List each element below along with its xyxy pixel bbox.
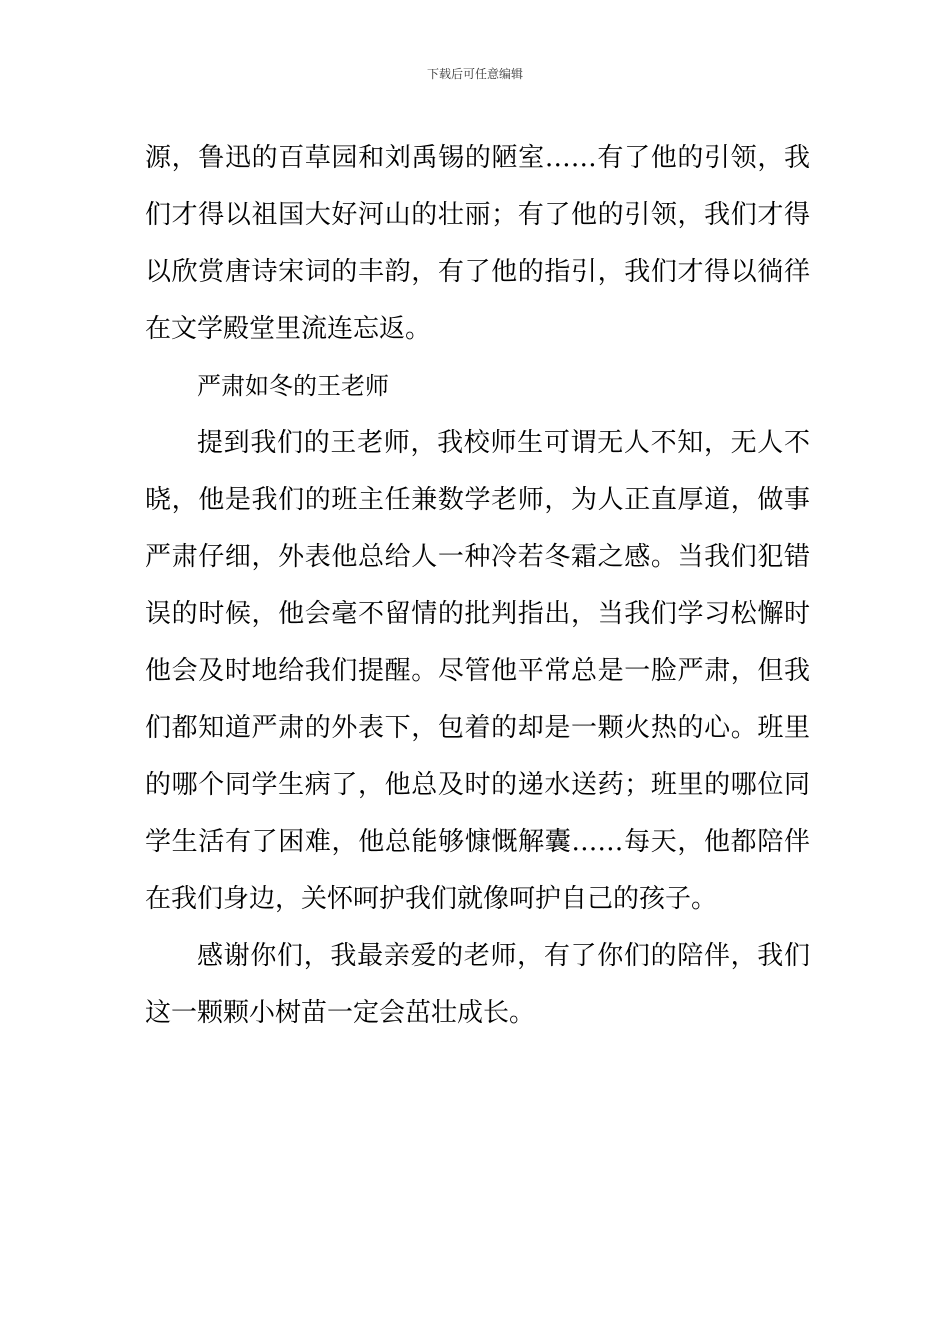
page-header: 下载后可任意编辑 [426, 67, 523, 81]
text-line: 感谢你们，我最亲爱的老师，有了你们的陪伴，我们 [197, 941, 810, 971]
text-line: 们都知道严肃的外表下，包着的却是一颗火热的心。班里 [145, 713, 810, 743]
section-heading: 严肃如冬的王老师 [197, 372, 389, 400]
text-line: 晓，他是我们的班主任兼数学老师，为人正直厚道，做事 [145, 485, 810, 515]
text-line: 在文学殿堂里流连忘返。 [145, 314, 432, 344]
document-body [145, 130, 810, 1042]
text-line: 这一颗颗小树苗一定会茁壮成长。 [145, 998, 536, 1028]
text-line: 们才得以祖国大好河山的壮丽；有了他的引领，我们才得 [145, 200, 810, 230]
text-line: 提到我们的王老师，我校师生可谓无人不知，无人不 [197, 428, 810, 458]
text-line: 学生活有了困难，他总能够慷慨解囊……每天，他都陪伴 [145, 827, 810, 857]
text-line: 误的时候，他会毫不留情的批判指出，当我们学习松懈时 [145, 599, 810, 629]
text-line: 的哪个同学生病了，他总及时的递水送药；班里的哪位同 [145, 770, 810, 800]
text-line: 以欣赏唐诗宋词的丰韵，有了他的指引，我们才得以徜徉 [145, 257, 810, 287]
text-line: 严肃仔细，外表他总给人一种冷若冬霜之感。当我们犯错 [145, 542, 810, 572]
text-line: 源，鲁迅的百草园和刘禹锡的陋室……有了他的引领，我 [145, 143, 810, 173]
text-line: 在我们身边，关怀呵护我们就像呵护自己的孩子。 [145, 884, 718, 914]
text-line: 他会及时地给我们提醒。尽管他平常总是一脸严肃，但我 [145, 656, 810, 686]
